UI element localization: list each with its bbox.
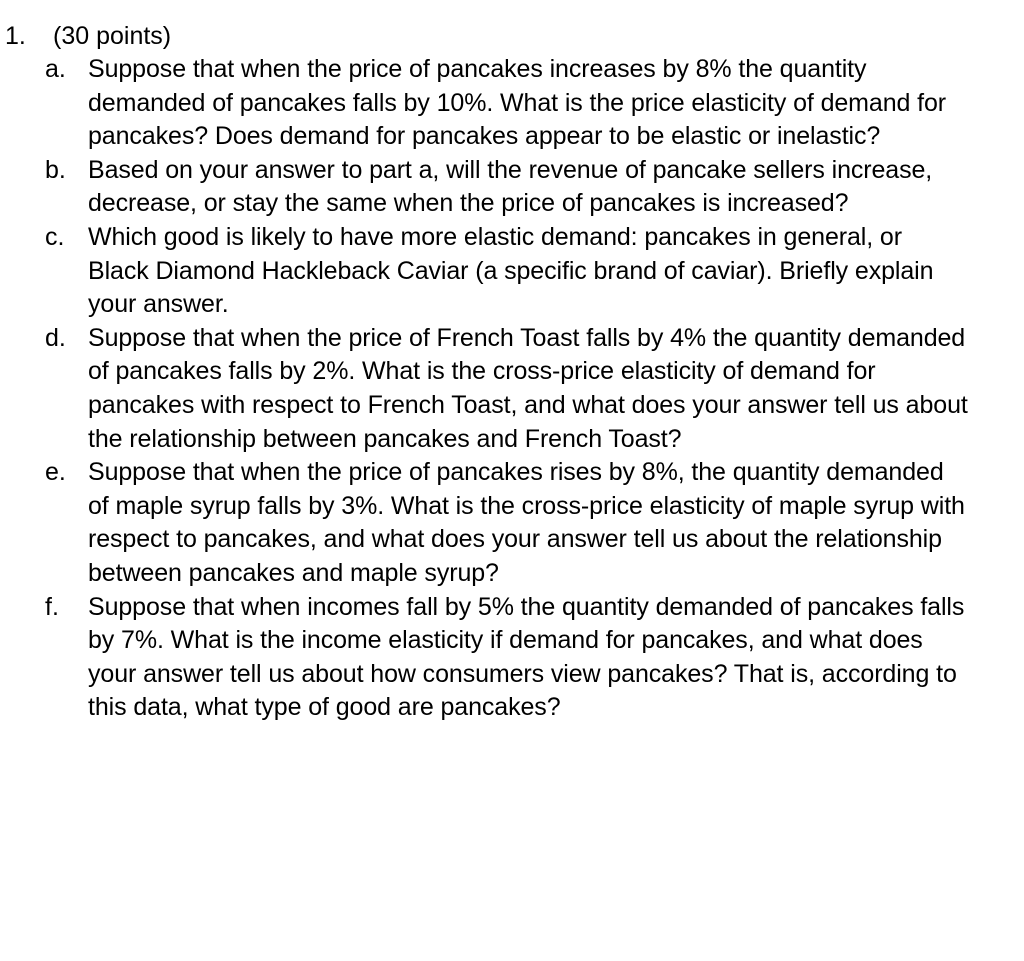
part-text-c: Which good is likely to have more elastic demand: pancakes in general, or Black Diamond Hackleback Caviar (a specific brand of caviar). Briefly explain your answer.	[88, 222, 934, 319]
part-label-d: d.	[45, 323, 66, 352]
part-text-e: Suppose that when the price of pancakes rises by 8%, the quantity demanded of maple syrup falls by 3%. What is the cross-price elasticity of maple syrup with respect to pancakes, and what does your answer tell us about the relationship between pancakes and maple syrup?	[88, 458, 965, 587]
part-text-a: Suppose that when the price of pancakes increases by 8% the quantity demanded of pancakes falls by 10%. What is the price elasticity of demand for pancakes? Does demand for pancakes appear to be elastic or inelastic?	[88, 55, 947, 151]
question-part-f	[0, 591, 1024, 725]
question-part-b	[0, 154, 1024, 221]
question-part-a	[0, 53, 1024, 154]
question-number: 1.	[5, 22, 26, 50]
part-label-f: f.	[45, 592, 59, 621]
question-part-d	[0, 322, 1024, 456]
part-label-c: c.	[45, 222, 65, 251]
part-label-a: a.	[45, 55, 66, 83]
part-text-b: Based on your answer to part a, will the revenue of pancake sellers increase, decrease, or stay the same when the price of pancakes is increased?	[88, 155, 933, 218]
question-part-e	[0, 456, 1024, 590]
part-label-b: b.	[45, 155, 66, 184]
part-label-e: e.	[45, 458, 66, 487]
part-text-f: Suppose that when incomes fall by 5% the quantity demanded of pancakes falls by 7%. What is the income elasticity if demand for pancakes, and what does your answer tell us about how consumers view pancakes? That is, according to this data, what type of good are pancakes?	[88, 592, 965, 722]
question-points: (30 points)	[53, 22, 172, 50]
question-part-c	[0, 221, 1024, 322]
part-text-d: Suppose that when the price of French Toast falls by 4% the quantity demanded of pancakes falls by 2%. What is the cross-price elasticity of demand for pancakes with respect to French Toast, and what does your answer tell us about the relationship between pancakes and French Toast?	[88, 323, 968, 453]
question-header	[5, 19, 171, 53]
question-parts-list	[0, 53, 1024, 725]
